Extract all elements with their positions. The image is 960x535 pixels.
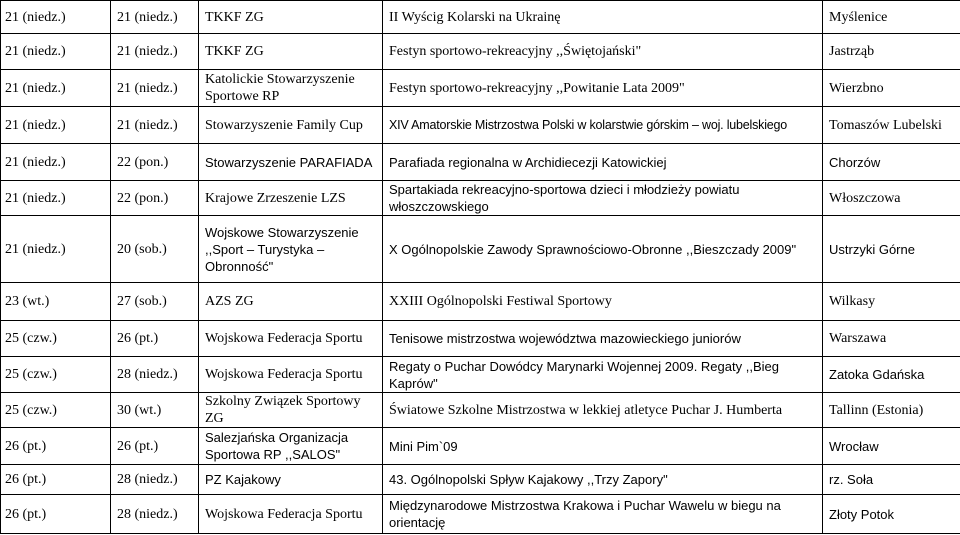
table-row [1, 283, 960, 321]
start-date: 25 (czw.) [1, 357, 111, 393]
organizer: PZ Kajakowy [199, 465, 383, 495]
table-row [1, 144, 960, 181]
place: Warszawa [823, 321, 960, 357]
table-row [1, 70, 960, 107]
place: Wrocław [823, 428, 960, 465]
table-row [1, 34, 960, 70]
end-date: 30 (wt.) [111, 393, 199, 428]
place: Tallinn (Estonia) [823, 393, 960, 428]
start-date: 21 (niedz.) [1, 70, 111, 107]
end-date: 26 (pt.) [111, 428, 199, 465]
place: Wilkasy [823, 283, 960, 321]
organizer: Stowarzyszenie Family Cup [199, 107, 383, 144]
start-date: 21 (niedz.) [1, 144, 111, 181]
place: rz. Soła [823, 465, 960, 495]
start-date: 21 (niedz.) [1, 107, 111, 144]
start-date: 21 (niedz.) [1, 1, 111, 34]
end-date: 21 (niedz.) [111, 34, 199, 70]
event-name: Spartakiada rekreacyjno-sportowa dzieci i młodzieży powiatu włoszczowskiego [383, 181, 823, 216]
organizer: TKKF ZG [199, 34, 383, 70]
end-date: 27 (sob.) [111, 283, 199, 321]
organizer: Krajowe Zrzeszenie LZS [199, 181, 383, 216]
event-name: Tenisowe mistrzostwa województwa mazowieckiego juniorów [383, 321, 823, 357]
place: Ustrzyki Górne [823, 216, 960, 283]
place: Zatoka Gdańska [823, 357, 960, 393]
start-date: 26 (pt.) [1, 465, 111, 495]
organizer: Wojskowa Federacja Sportu [199, 357, 383, 393]
table-row [1, 393, 960, 428]
organizer: Wojskowa Federacja Sportu [199, 495, 383, 534]
organizer: Szkolny Związek Sportowy ZG [199, 393, 383, 428]
event-name: 43. Ogólnopolski Spływ Kajakowy ,,Trzy Zapory" [383, 465, 823, 495]
place: Myślenice [823, 1, 960, 34]
table-row [1, 181, 960, 216]
start-date: 21 (niedz.) [1, 181, 111, 216]
organizer: Salezjańska Organizacja Sportowa RP ,,SALOS" [199, 428, 383, 465]
table-row [1, 321, 960, 357]
event-name: Festyn sportowo-rekreacyjny ,,Świętojański" [383, 34, 823, 70]
place: Chorzów [823, 144, 960, 181]
event-name: X Ogólnopolskie Zawody Sprawnościowo-Obronne ,,Bieszczady 2009" [383, 216, 823, 283]
start-date: 26 (pt.) [1, 428, 111, 465]
place: Wierzbno [823, 70, 960, 107]
end-date: 28 (niedz.) [111, 495, 199, 534]
place: Złoty Potok [823, 495, 960, 534]
event-name: Festyn sportowo-rekreacyjny ,,Powitanie Lata 2009" [383, 70, 823, 107]
table-row [1, 107, 960, 144]
start-date: 25 (czw.) [1, 393, 111, 428]
end-date: 20 (sob.) [111, 216, 199, 283]
event-name: II Wyścig Kolarski na Ukrainę [383, 1, 823, 34]
place: Włoszczowa [823, 181, 960, 216]
table-row [1, 216, 960, 283]
event-name: Parafiada regionalna w Archidiecezji Katowickiej [383, 144, 823, 181]
start-date: 25 (czw.) [1, 321, 111, 357]
end-date: 22 (pon.) [111, 144, 199, 181]
event-name: Mini Pim`09 [383, 428, 823, 465]
end-date: 21 (niedz.) [111, 107, 199, 144]
end-date: 21 (niedz.) [111, 1, 199, 34]
place: Tomaszów Lubelski [823, 107, 960, 144]
end-date: 22 (pon.) [111, 181, 199, 216]
organizer: AZS ZG [199, 283, 383, 321]
event-name: Regaty o Puchar Dowódcy Marynarki Wojennej 2009. Regaty ,,Bieg Kaprów" [383, 357, 823, 393]
table-row [1, 1, 960, 34]
end-date: 21 (niedz.) [111, 70, 199, 107]
start-date: 23 (wt.) [1, 283, 111, 321]
table-row [1, 495, 960, 534]
event-name: Światowe Szkolne Mistrzostwa w lekkiej atletyce Puchar J. Humberta [383, 393, 823, 428]
organizer: Stowarzyszenie PARAFIADA [199, 144, 383, 181]
end-date: 28 (niedz.) [111, 465, 199, 495]
end-date: 28 (niedz.) [111, 357, 199, 393]
organizer: Wojskowa Federacja Sportu [199, 321, 383, 357]
event-name: Międzynarodowe Mistrzostwa Krakowa i Puchar Wawelu w biegu na orientację [383, 495, 823, 534]
table-row [1, 428, 960, 465]
start-date: 21 (niedz.) [1, 34, 111, 70]
place: Jastrząb [823, 34, 960, 70]
organizer: TKKF ZG [199, 1, 383, 34]
organizer: Wojskowe Stowarzyszenie ,,Sport – Turystyka – Obronność" [199, 216, 383, 283]
organizer: Katolickie Stowarzyszenie Sportowe RP [199, 70, 383, 107]
start-date: 21 (niedz.) [1, 216, 111, 283]
table-row [1, 357, 960, 393]
end-date: 26 (pt.) [111, 321, 199, 357]
start-date: 26 (pt.) [1, 495, 111, 534]
event-name: XIV Amatorskie Mistrzostwa Polski w kolarstwie górskim – woj. lubelskiego [383, 107, 823, 144]
event-name: XXIII Ogólnopolski Festiwal Sportowy [383, 283, 823, 321]
table-row [1, 465, 960, 495]
